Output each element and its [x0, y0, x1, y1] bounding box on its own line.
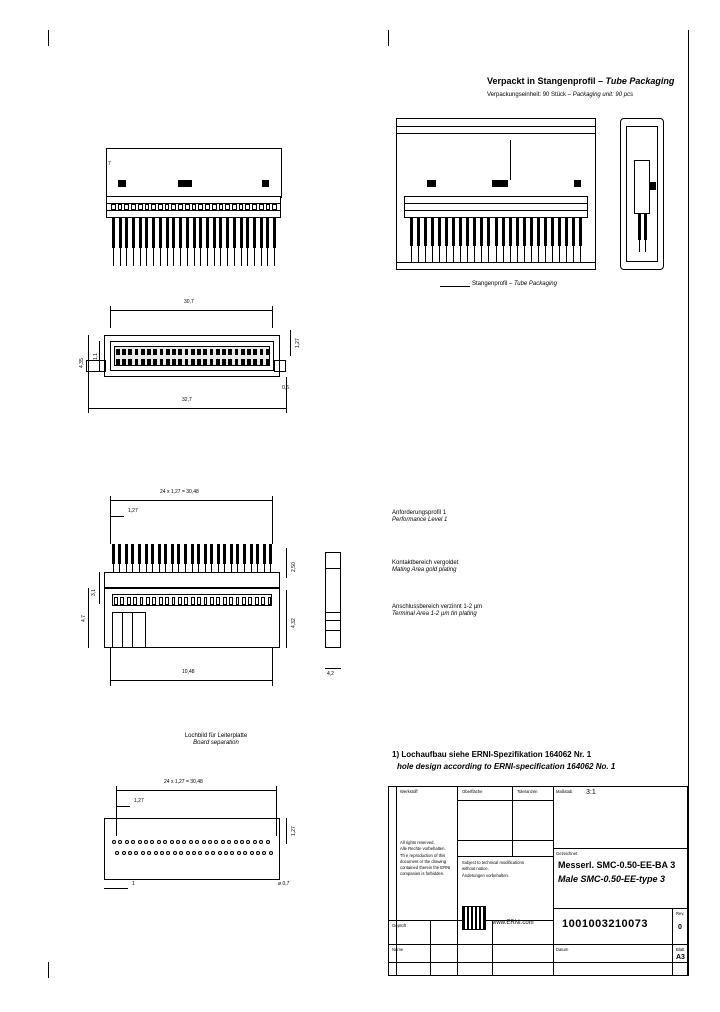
dim-line-hole-edge [104, 888, 128, 889]
dim-line-4-2 [325, 668, 341, 669]
packaging-heading: Verpackt in Stangenprofil – Tube Packaging [487, 76, 675, 86]
tb-hline-3 [457, 856, 553, 857]
dim-label-10-48: 10,48 [182, 669, 195, 675]
corner-label-7: 7 [108, 161, 111, 167]
label-sheet: Blatt [676, 947, 685, 952]
tb-split-5 [672, 908, 673, 976]
dim-pitch-ext-l [110, 496, 111, 544]
plan-body-left-tab [86, 360, 106, 372]
pcb-hole-grid [112, 840, 272, 862]
value-rev: 0 [678, 924, 682, 931]
dim-label-30-7: 30,7 [184, 299, 194, 305]
tube-mid-top [396, 133, 596, 134]
dim-line-32-7 [88, 408, 286, 409]
dim-label-hole-pitch-single: 1,27 [134, 798, 144, 804]
tube-end-notch [650, 182, 656, 190]
dim-label-32-7: 32,7 [182, 397, 192, 403]
part-title-en: Male SMC-0.50-EE-type 3 [558, 874, 666, 884]
section-detail-left [112, 612, 146, 648]
in-tube-mark-left [427, 180, 436, 187]
tb-hline-5 [553, 908, 688, 909]
tb-split-2 [457, 786, 458, 976]
dim-ext-30-7-l [110, 306, 111, 328]
section-pins-up [110, 544, 274, 572]
dim-label-1-1: 1,1 [93, 353, 99, 360]
dim-v-hole-rows [286, 818, 287, 844]
dim-ext-30-7-r [272, 306, 273, 328]
tube-callout-line [440, 286, 470, 287]
note-2: Kontaktbereich vergoldet Mating Area gold plating [392, 560, 459, 573]
label-tolerances: Toleranzen [517, 789, 538, 794]
body-mark-right [262, 180, 269, 187]
spec-note: 1) Lochaufbau siehe ERNI-Spezifikation 164062 Nr. 1 hole design according to ERNI-specification 164062 No. 1 [392, 750, 616, 772]
dim-v-section-l2 [88, 588, 89, 648]
contact-window-row [110, 204, 278, 210]
dim-ext-32-7-r [286, 377, 287, 413]
dim-line-hole-pitch-single [116, 806, 130, 807]
dim-label-2-50: 2,50 [291, 562, 297, 572]
part-number: 1001003210073 [562, 918, 649, 930]
dim-label-hole-edge: 1 [132, 881, 135, 887]
label-rev: Rev. [676, 911, 685, 916]
dim-label-hole-dia: ø 0,7 [278, 881, 290, 887]
value-scale: 3:1 [586, 789, 596, 796]
end-view-line3 [325, 620, 341, 621]
in-tube-line2 [404, 210, 588, 211]
packaging-subheading: Verpackungseinheit: 90 Stück – Packaging unit: 90 pcs [487, 92, 634, 98]
dim-line-pitch-single [110, 516, 124, 517]
label-scale: Maßstab [556, 789, 573, 794]
dim-label-4-2: 4,2 [327, 671, 334, 677]
tb-hline-4 [553, 848, 688, 849]
label-material: Werkstoff [400, 789, 418, 794]
dim-line-10-48 [110, 680, 272, 681]
tb-split-4 [553, 786, 554, 976]
dim-line-pitch-total [110, 500, 272, 501]
dim-v-section-l1 [99, 572, 100, 604]
plan-contact-field [114, 346, 270, 366]
section-body [104, 572, 280, 588]
part-title-de: Messerl. SMC-0.50-EE-BA 3 [558, 860, 676, 870]
company-url: www.ERNI.com [492, 920, 534, 926]
legal-left: All rights reserved. Alle Rechte vorbehalten. Th e reproduction of this document or the drawing contained therein the ERNI companies is forbidden. [400, 840, 451, 877]
body-mark-center [178, 180, 192, 187]
body-mark-left [118, 180, 126, 187]
end-view-line1 [325, 568, 341, 569]
value-sheet: A3 [676, 954, 685, 961]
dim-label-hole-row-gap: 1,27 [291, 826, 297, 836]
dim-label-hole-pitch-total: 24 x 1,27 = 30,48 [164, 779, 203, 785]
erni-logo [462, 906, 486, 930]
pin-legs-top-left [110, 218, 278, 268]
note-3: Anschlussbereich verzinnt 1-2 µm Terminal Area 1-2 µm tin plating [392, 604, 483, 617]
dim-v-left-1 [88, 335, 89, 377]
label-checked: Geprüft [392, 923, 406, 928]
label-surface: Oberfläche [462, 789, 483, 794]
tb-split-3 [512, 786, 513, 856]
tb-split-6 [430, 920, 431, 976]
connector-body-in-tube [404, 196, 588, 218]
end-view-line2 [325, 612, 341, 613]
dim-label-4-7: 4,7 [81, 615, 87, 622]
tb-hline-6 [388, 944, 688, 945]
tube-end-connector [634, 160, 650, 214]
tube-end-pins [636, 214, 648, 254]
tb-hline-1 [457, 800, 553, 801]
dim-ext-10-48-r [272, 648, 273, 686]
in-tube-mark-center [492, 180, 508, 187]
dim-v-section-r2 [286, 590, 287, 648]
dim-label-pitch-single: 1,27 [128, 508, 138, 514]
pcb-note: Lochbild für Leiterplatte Board separation [184, 733, 248, 746]
dim-label-3-1: 3,1 [91, 589, 97, 596]
tb-hline-2 [457, 840, 553, 841]
dim-ext-10-48-l [110, 648, 111, 686]
dim-v-left-2 [99, 341, 100, 371]
end-view-line4 [325, 630, 341, 631]
section-detail-line1 [122, 612, 123, 648]
tube-top-inner [396, 126, 596, 127]
dim-label-corner: 0,6 [282, 385, 289, 391]
dim-label-4-35: 4,35 [79, 358, 85, 368]
tube-leader-vertical [510, 140, 511, 180]
tb-split-7 [492, 920, 493, 976]
end-view-body [325, 552, 341, 648]
dim-label-1-27-right: 1,27 [295, 338, 301, 348]
section-cavity-row [112, 594, 272, 606]
label-name: Name [392, 947, 404, 952]
dim-label-4-32: 4,32 [291, 618, 297, 628]
plan-body-right-tab [274, 360, 286, 372]
dim-line-hole-pitch-total [116, 790, 276, 791]
in-tube-line1 [404, 203, 588, 204]
label-date: Datum [556, 947, 569, 952]
pin-legs-in-tube [408, 218, 584, 264]
dim-label-pitch-total: 24 x 1,27 = 30,48 [160, 489, 199, 495]
note-1: Anforderungsprofil 1 Performance Level 1 [392, 510, 448, 523]
dim-ext-32-7-l [88, 377, 89, 413]
in-tube-mark-right [574, 180, 581, 187]
label-drawn: Gezeichnet [556, 851, 578, 856]
tb-hline-7 [388, 962, 688, 963]
legal-right: Subject to technical modifications without notice. Änderungen vorbehalten. [462, 860, 524, 878]
dim-v-right [290, 330, 291, 356]
dim-line-30-7 [110, 310, 272, 311]
dim-pitch-ext-r [272, 496, 273, 544]
tube-callout-text: Stangenprofil – Tube Packaging [472, 281, 557, 287]
dim-v-section-r1 [286, 548, 287, 578]
section-detail-line2 [132, 612, 133, 648]
